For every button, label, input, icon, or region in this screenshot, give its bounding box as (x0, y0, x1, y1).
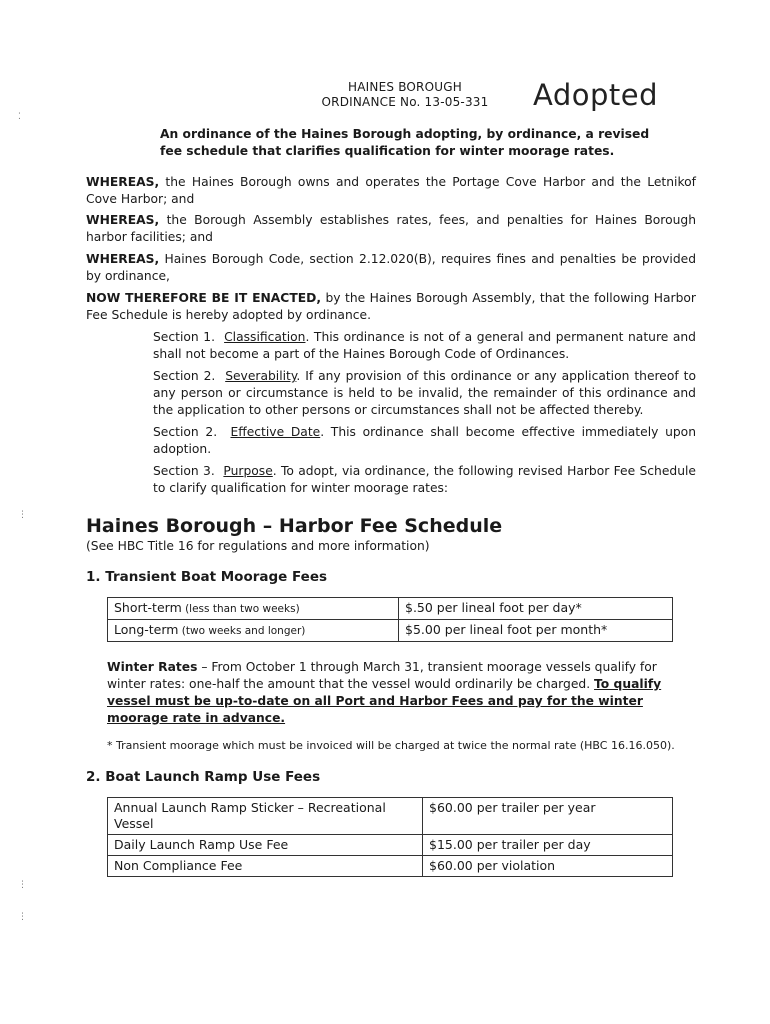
ordinance-header (300, 80, 510, 110)
fee-amount: $5.00 per lineal foot per month* (399, 620, 673, 642)
section-title: Severability (225, 369, 297, 383)
table-row (108, 856, 673, 877)
table-row (108, 798, 673, 835)
schedule-title: Haines Borough – Harbor Fee Schedule (86, 515, 503, 537)
table-row (108, 620, 673, 642)
whereas-text: the Borough Assembly establishes rates, fees, and penalties for Haines Borough harbor facilities; and (86, 213, 696, 244)
schedule-subtitle: (See HBC Title 16 for regulations and more information) (86, 539, 430, 553)
whereas-lead: WHEREAS, (86, 213, 160, 227)
section-severability (153, 368, 696, 419)
fee-label: Short-term (114, 600, 182, 615)
whereas-lead: WHEREAS, (86, 175, 160, 189)
section-text: . If any provision of this ordinance or any application thereof to any person or circumstance is held to be invalid, the remainder of this ordinance and the application to other persons or circumstances shall not be affected thereby. (153, 369, 696, 417)
scan-speck: ⋮ (18, 912, 27, 922)
intro-line-2: fee schedule that clarifies qualification for winter moorage rates. (160, 144, 615, 158)
launch-fee-table (107, 797, 673, 877)
fee-amount: $60.00 per violation (423, 856, 673, 877)
scan-speck: ⋮ (18, 880, 27, 890)
fee-qualifier: (less than two weeks) (181, 603, 300, 615)
enacted-clause (86, 290, 696, 324)
enacted-text: by the Haines Borough Assembly, that the following Harbor Fee Schedule is hereby adopted by ordinance. (86, 291, 696, 322)
fee-amount: $.50 per lineal foot per day* (399, 598, 673, 620)
section-number: Section 2. (153, 369, 216, 383)
whereas-clause-1 (86, 174, 696, 208)
ordinance-intro (160, 126, 720, 160)
whereas-lead: WHEREAS, (86, 252, 160, 266)
transient-fee-table (107, 597, 673, 642)
fee-label: Annual Launch Ramp Sticker – Recreational Vessel (108, 798, 423, 835)
launch-heading: 2. Boat Launch Ramp Use Fees (86, 769, 321, 785)
section-title: Classification (224, 330, 306, 344)
whereas-text: Haines Borough Code, section 2.12.020(B), requires fines and penalties be provided by ordinance, (86, 252, 696, 283)
winter-rates-lead: Winter Rates (107, 660, 198, 674)
winter-rates-paragraph (107, 659, 683, 727)
transient-footnote: * Transient moorage which must be invoiced will be charged at twice the normal rate (HBC 16.16.050). (107, 739, 675, 752)
enacted-lead: NOW THEREFORE BE IT ENACTED, (86, 291, 321, 305)
borough-name: HAINES BOROUGH (348, 80, 462, 94)
winter-rates-requirement: To qualify vessel must be up-to-date on all Port and Harbor Fees and pay for the winter moorage rate in advance. (107, 677, 662, 725)
fee-label-cell (108, 598, 399, 620)
scan-speck: ⁚ (18, 112, 21, 122)
section-title: Effective Date (230, 425, 321, 439)
winter-rates-text: – From October 1 through March 31, transient moorage vessels qualify for winter rates: one-half the amount that the vessel would ordinarily be charged. (107, 660, 657, 691)
transient-heading: 1. Transient Boat Moorage Fees (86, 569, 328, 585)
fee-label: Non Compliance Fee (108, 856, 423, 877)
scan-speck: ⋮ (18, 510, 27, 520)
fee-label: Daily Launch Ramp Use Fee (108, 835, 423, 856)
whereas-clause-2 (86, 212, 696, 246)
section-number: Section 3. (153, 464, 215, 478)
whereas-text: the Haines Borough owns and operates the Portage Cove Harbor and the Letnikof Cove Harbor; and (86, 175, 696, 206)
fee-qualifier: (two weeks and longer) (178, 625, 306, 637)
fee-amount: $60.00 per trailer per year (423, 798, 673, 835)
section-title: Purpose (223, 464, 273, 478)
section-classification (153, 329, 696, 363)
fee-amount: $15.00 per trailer per day (423, 835, 673, 856)
section-purpose (153, 463, 696, 497)
intro-line-1: An ordinance of the Haines Borough adopting, by ordinance, a revised (160, 127, 650, 141)
fee-label: Long-term (114, 622, 179, 637)
section-effective-date (153, 424, 696, 458)
section-number: Section 1. (153, 330, 215, 344)
ordinance-number: ORDINANCE No. 13-05-331 (321, 95, 489, 109)
adopted-stamp: Adopted (533, 78, 659, 112)
section-text: . This ordinance is not of a general and permanent nature and shall not become a part of the Haines Borough Code of Ordinances. (153, 330, 696, 361)
table-row (108, 598, 673, 620)
fee-label-cell (108, 620, 399, 642)
table-row (108, 835, 673, 856)
section-text: . This ordinance shall become effective immediately upon adoption. (153, 425, 696, 456)
section-number: Section 2. (153, 425, 218, 439)
section-text: . To adopt, via ordinance, the following revised Harbor Fee Schedule to clarify qualification for winter moorage rates: (153, 464, 696, 495)
whereas-clause-3 (86, 251, 696, 285)
